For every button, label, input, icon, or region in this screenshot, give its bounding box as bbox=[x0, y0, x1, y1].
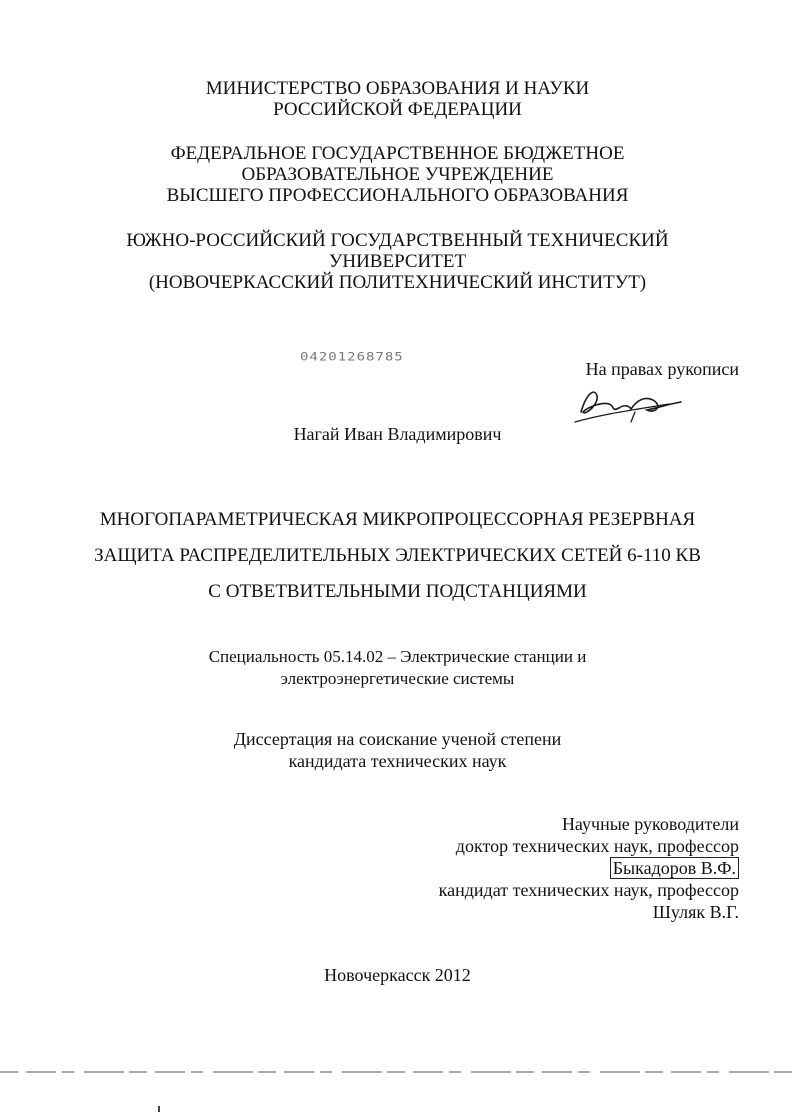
specialty bbox=[0, 646, 795, 690]
title-line-2: ЗАЩИТА РАСПРЕДЕЛИТЕЛЬНЫХ ЭЛЕКТРИЧЕСКИХ СЕТЕЙ 6-110 КВ bbox=[94, 545, 701, 566]
degree-line-1: Диссертация на соискание ученой степени bbox=[233, 729, 562, 749]
dissertation-title bbox=[0, 502, 795, 610]
university-heading bbox=[0, 230, 795, 293]
supervisors bbox=[439, 813, 739, 923]
ministry-heading bbox=[0, 78, 795, 120]
manuscript-rights: На правах рукописи bbox=[585, 359, 739, 379]
place-year: Новочеркасск 2012 bbox=[324, 965, 471, 985]
supervisor-1-title: доктор технических наук, профессор bbox=[455, 836, 739, 856]
university-line-1: ЮЖНО-РОССИЙСКИЙ ГОСУДАРСТВЕННЫЙ ТЕХНИЧЕСКИЙ bbox=[126, 230, 669, 251]
catalog-number-stamp: 04201268785 bbox=[300, 350, 404, 364]
supervisor-2-name: Шуляк В.Г. bbox=[652, 902, 739, 922]
signature-image bbox=[573, 382, 693, 424]
scan-speck bbox=[158, 1106, 160, 1112]
supervisors-heading: Научные руководители bbox=[561, 814, 739, 834]
university-line-2: УНИВЕРСИТЕТ bbox=[328, 251, 467, 272]
institution-type-heading bbox=[0, 143, 795, 206]
title-line-1: МНОГОПАРАМЕТРИЧЕСКАЯ МИКРОПРОЦЕССОРНАЯ РЕЗЕРВНАЯ bbox=[99, 509, 696, 530]
specialty-line-1: Специальность 05.14.02 – Электрические станции и bbox=[208, 647, 587, 666]
university-line-3: (НОВОЧЕРКАССКИЙ ПОЛИТЕХНИЧЕСКИЙ ИНСТИТУТ) bbox=[148, 272, 647, 293]
ministry-line-2: РОССИЙСКОЙ ФЕДЕРАЦИИ bbox=[273, 99, 522, 120]
author-name: Нагай Иван Владимирович bbox=[293, 424, 502, 444]
supervisor-1-row bbox=[439, 857, 739, 879]
supervisor-2-title: кандидат технических наук, профессор bbox=[438, 880, 739, 900]
supervisor-1-name: Быкадоров В.Ф. bbox=[610, 857, 739, 879]
degree-statement bbox=[0, 728, 795, 772]
degree-line-2: кандидата технических наук bbox=[288, 751, 507, 771]
institution-type-line-1: ФЕДЕРАЛЬНОЕ ГОСУДАРСТВЕННОЕ БЮДЖЕТНОЕ bbox=[170, 143, 625, 164]
institution-type-line-3: ВЫСШЕГО ПРОФЕССИОНАЛЬНОГО ОБРАЗОВАНИЯ bbox=[166, 185, 629, 206]
specialty-line-2: электроэнергетические системы bbox=[280, 669, 515, 688]
institution-type-line-2: ОБРАЗОВАТЕЛЬНОЕ УЧРЕЖДЕНИЕ bbox=[241, 164, 554, 185]
scan-edge-line bbox=[0, 1070, 795, 1074]
ministry-line-1: МИНИСТЕРСТВО ОБРАЗОВАНИЯ И НАУКИ bbox=[205, 78, 590, 99]
title-line-3: С ОТВЕТВИТЕЛЬНЫМИ ПОДСТАНЦИЯМИ bbox=[208, 581, 587, 602]
